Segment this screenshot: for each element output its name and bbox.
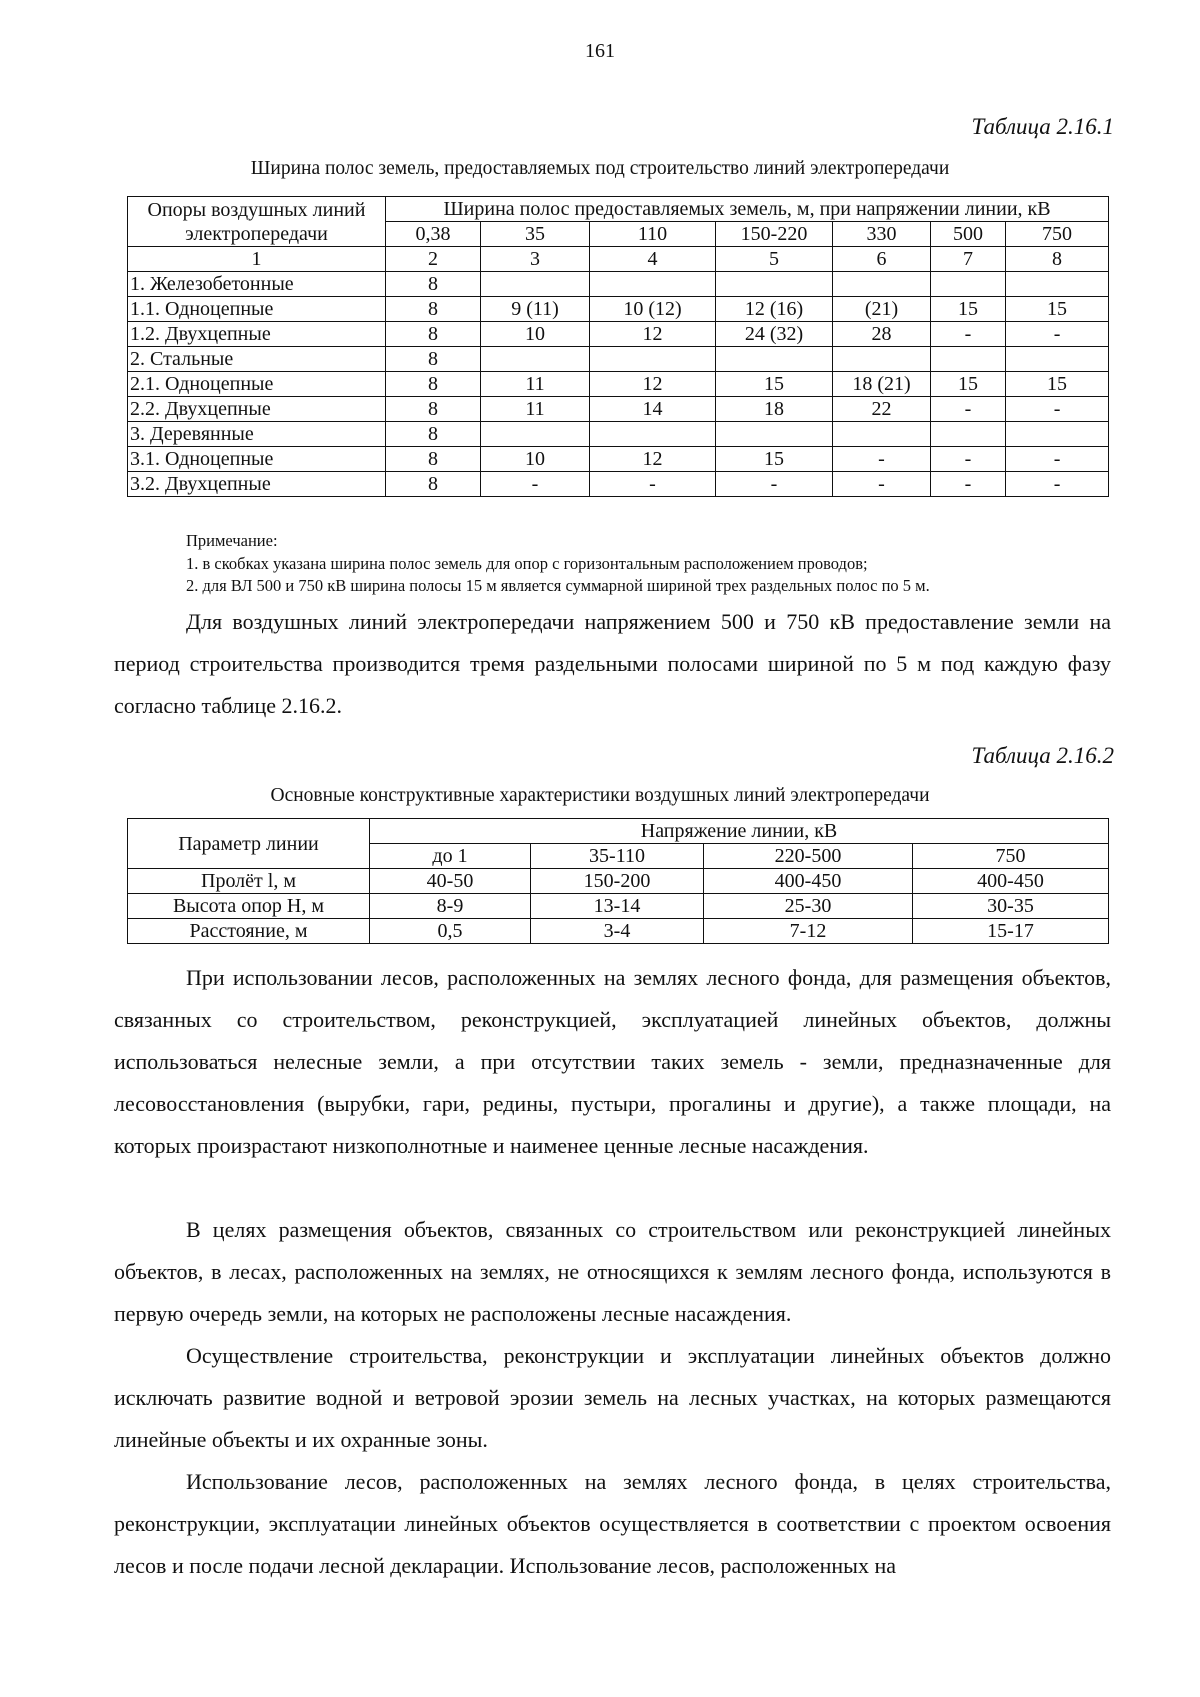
table1-cell: -: [481, 472, 590, 497]
table2-cell: 25-30: [704, 894, 913, 919]
table1-cell: [1006, 347, 1109, 372]
table2-label: Таблица 2.16.2: [971, 743, 1114, 768]
table2-header-parameter: Параметр линии: [128, 819, 370, 869]
table1-voltage-header: 330: [833, 222, 931, 247]
table1-cell: 11: [481, 372, 590, 397]
table1-voltage-header: 35: [481, 222, 590, 247]
table1-cell: -: [931, 472, 1006, 497]
table1-label: Таблица 2.16.1: [971, 114, 1114, 139]
table1-notes: [186, 530, 930, 598]
table1-column-number: 3: [481, 247, 590, 272]
table1-cell: 12: [590, 322, 716, 347]
table2-cell: 400-450: [913, 869, 1109, 894]
note-1: 1. в скобках указана ширина полос земель для опор с горизонтальным расположением проводов;: [186, 553, 868, 573]
table1-cell: 12: [590, 372, 716, 397]
table2-cell: 7-12: [704, 919, 913, 944]
table1-cell: [833, 272, 931, 297]
table1-cell: -: [833, 447, 931, 472]
table1-row: [128, 422, 1109, 447]
table1-cell: 12: [590, 447, 716, 472]
table1-cell: [716, 422, 833, 447]
table1-row: [128, 297, 1109, 322]
table2-row: [128, 919, 1109, 944]
table1-column-number: 7: [931, 247, 1006, 272]
table1-cell: 9 (11): [481, 297, 590, 322]
table2-cell: 150-200: [531, 869, 704, 894]
table1-cell: 8: [386, 322, 481, 347]
table2-row: [128, 894, 1109, 919]
table2-cell: 0,5: [370, 919, 531, 944]
table1-cell: -: [931, 322, 1006, 347]
table1-cell: -: [590, 472, 716, 497]
table1-row-label: 2. Стальные: [128, 347, 386, 372]
table1-cell: 10: [481, 447, 590, 472]
paragraph-1: Для воздушных линий электропередачи напряжением 500 и 750 кВ предоставление земли на период строительства производится тремя раздельными полосами шириной по 5 м под каждую фазу согласно таблице 2.16.2.: [114, 609, 1111, 718]
table2-cell: 40-50: [370, 869, 531, 894]
table2-row-label: Расстояние, м: [128, 919, 370, 944]
table1-cell: -: [1006, 397, 1109, 422]
table1-cell: 15: [1006, 372, 1109, 397]
table1-cell: 15: [931, 372, 1006, 397]
table1-cell: [481, 347, 590, 372]
table1-cell: [931, 272, 1006, 297]
table1-cell: [931, 422, 1006, 447]
table1-row-label: 2.1. Одноцепные: [128, 372, 386, 397]
table1-column-numbers-row: [128, 247, 1109, 272]
table1-cell: 8: [386, 272, 481, 297]
table2-row-label: Пролёт l, м: [128, 869, 370, 894]
table1-row-label: 1.1. Одноцепные: [128, 297, 386, 322]
table1-column-number: 6: [833, 247, 931, 272]
table2-cell: 13-14: [531, 894, 704, 919]
table1-cell: -: [716, 472, 833, 497]
table1-cell: [1006, 422, 1109, 447]
table1-cell: (21): [833, 297, 931, 322]
table1-cell: 15: [931, 297, 1006, 322]
table1-row: [128, 397, 1109, 422]
table1-cell: 14: [590, 397, 716, 422]
table1-cell: [590, 347, 716, 372]
table1-voltage-header: 500: [931, 222, 1006, 247]
table2-cell: 15-17: [913, 919, 1109, 944]
table2-cell: 400-450: [704, 869, 913, 894]
table1-cell: 8: [386, 397, 481, 422]
table1-row: [128, 447, 1109, 472]
table1-row: [128, 472, 1109, 497]
table1-cell: -: [931, 397, 1006, 422]
table1-cell: [481, 422, 590, 447]
table1-cell: 15: [716, 372, 833, 397]
table1-cell: 10 (12): [590, 297, 716, 322]
table2-voltage-header: 220-500: [704, 844, 913, 869]
table1-cell: 15: [716, 447, 833, 472]
table1-voltage-header: 150-220: [716, 222, 833, 247]
table1-column-number: 2: [386, 247, 481, 272]
table1-cell: -: [1006, 447, 1109, 472]
table1-voltage-header: 0,38: [386, 222, 481, 247]
table1-cell: 8: [386, 297, 481, 322]
table1-cell: -: [931, 447, 1006, 472]
table1-row: [128, 272, 1109, 297]
table1-column-number: 1: [128, 247, 386, 272]
table1-cell: 12 (16): [716, 297, 833, 322]
table1-cell: 15: [1006, 297, 1109, 322]
table1-cell: 8: [386, 447, 481, 472]
table1-cell: 8: [386, 472, 481, 497]
table2-header-row: [128, 819, 1109, 844]
note-heading: Примечание:: [186, 531, 278, 550]
table1-cell: 8: [386, 422, 481, 447]
table1-cell: [833, 422, 931, 447]
table1-row-label: 1. Железобетонные: [128, 272, 386, 297]
table1-cell: 18: [716, 397, 833, 422]
table1-voltage-header: 750: [1006, 222, 1109, 247]
table1-cell: 28: [833, 322, 931, 347]
table1-row-label: 1.2. Двухцепные: [128, 322, 386, 347]
table1-row-label: 3.2. Двухцепные: [128, 472, 386, 497]
table2-voltage-header: до 1: [370, 844, 531, 869]
table1-cell: [590, 422, 716, 447]
table1-cell: -: [833, 472, 931, 497]
table1-cell: 10: [481, 322, 590, 347]
paragraph-5: Использование лесов, расположенных на землях лесного фонда, в целях строительства, реконструкции, эксплуатации линейных объектов осуществляется в соответствии с проектом освоения лесов и после подачи лесной декларации. Использование лесов, расположенных на: [114, 1469, 1111, 1578]
table2-row-label: Высота опор H, м: [128, 894, 370, 919]
table1-cell: [833, 347, 931, 372]
table1-cell: [716, 272, 833, 297]
table2-header-voltage: Напряжение линии, кВ: [370, 819, 1109, 844]
table1-row: [128, 347, 1109, 372]
page-number: 161: [585, 40, 615, 62]
table2-row: [128, 869, 1109, 894]
paragraph-2: При использовании лесов, расположенных на землях лесного фонда, для размещения объектов, связанных со строительством, реконструкцией, эксплуатацией линейных объектов, должны использоваться нелесные земли, а при отсутствии таких земель - земли, предназначенные для лесовосстановления (вырубки, гари, редины, пустыри, прогалины и другие), а также площади, на которых произрастают низкополнотные и наименее ценные лесные насаждения.: [114, 965, 1111, 1158]
table1-header-supports: Опоры воздушных линий электропередачи: [128, 197, 386, 247]
table2: [127, 818, 1109, 944]
table1-cell: [481, 272, 590, 297]
table1-cell: 22: [833, 397, 931, 422]
table1-title: Ширина полос земель, предоставляемых под строительство линий электропередачи: [250, 158, 950, 179]
table1-column-number: 8: [1006, 247, 1109, 272]
table1-row-label: 2.2. Двухцепные: [128, 397, 386, 422]
table1-cell: [590, 272, 716, 297]
table1-header-width: Ширина полос предоставляемых земель, м, при напряжении линии, кВ: [386, 197, 1109, 222]
table1-cell: [716, 347, 833, 372]
table1-cell: -: [1006, 472, 1109, 497]
table1-cell: 8: [386, 347, 481, 372]
table1-cell: 24 (32): [716, 322, 833, 347]
table2-voltage-header: 35-110: [531, 844, 704, 869]
table1-cell: 11: [481, 397, 590, 422]
table2-cell: 30-35: [913, 894, 1109, 919]
table2-title: Основные конструктивные характеристики воздушных линий электропередачи: [270, 785, 930, 806]
table1-header-row: [128, 197, 1109, 222]
table2-voltage-header: 750: [913, 844, 1109, 869]
table1-column-number: 4: [590, 247, 716, 272]
paragraph-3: В целях размещения объектов, связанных со строительством или реконструкцией линейных объектов, в лесах, расположенных на землях, не относящихся к землям лесного фонда, используются в первую очередь земли, на которых не расположены лесные насаждения.: [114, 1217, 1111, 1326]
table1-row: [128, 322, 1109, 347]
table2-cell: 8-9: [370, 894, 531, 919]
table2-cell: 3-4: [531, 919, 704, 944]
table1-cell: 8: [386, 372, 481, 397]
table1-cell: [931, 347, 1006, 372]
table1-column-number: 5: [716, 247, 833, 272]
paragraph-4: Осуществление строительства, реконструкции и эксплуатации линейных объектов должно исключать развитие водной и ветровой эрозии земель на лесных участках, на которых размещаются линейные объекты и их охранные зоны.: [114, 1343, 1111, 1452]
table1: [127, 196, 1109, 497]
note-2: 2. для ВЛ 500 и 750 кВ ширина полосы 15 м является суммарной шириной трех раздельных полос по 5 м.: [186, 576, 930, 595]
table1-voltage-header: 110: [590, 222, 716, 247]
table1-row-label: 3. Деревянные: [128, 422, 386, 447]
table1-cell: -: [1006, 322, 1109, 347]
table1-row: [128, 372, 1109, 397]
table1-cell: 18 (21): [833, 372, 931, 397]
table1-cell: [1006, 272, 1109, 297]
table1-row-label: 3.1. Одноцепные: [128, 447, 386, 472]
